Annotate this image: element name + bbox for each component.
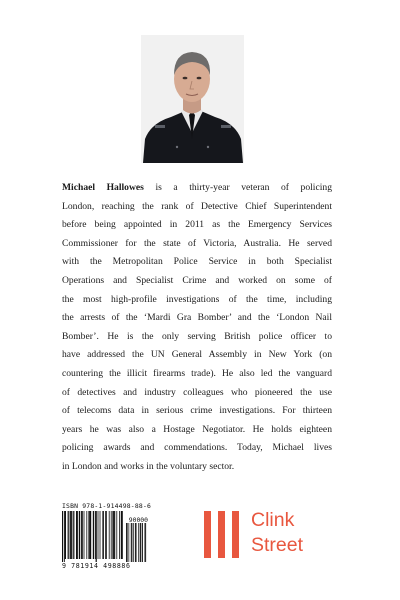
- bio-line: have addressed the UN General Assembly in New York (on: [62, 349, 332, 361]
- author-bio: [62, 179, 332, 477]
- bio-line: of telecoms data in serious crime investigations. For thirteen: [62, 405, 332, 417]
- bio-line: with the Metropolitan Police Service in both Specialist: [62, 256, 332, 268]
- bio-line: countering the illicit firearms trade). He also led the vanguard: [62, 367, 332, 379]
- author-portrait-image: [141, 35, 244, 163]
- bio-line: the arrests of the ‘Mardi Gra Bomber’ and the ‘London Nail: [62, 312, 332, 324]
- bio-line: Bomber’. He is the only serving British police officer to: [62, 330, 332, 342]
- isbn-label: ISBN 978-1-914498-88-6: [62, 502, 152, 510]
- publisher-name-line2: Street: [251, 534, 304, 556]
- bio-line: Operations and Specialist Crime and worked on some of: [62, 274, 332, 286]
- author-name: Michael Hallowes: [62, 182, 144, 193]
- bio-line: in London and works in the voluntary sector.: [62, 460, 235, 472]
- bio-line: Commissioner for the state of Victoria, Australia. He served: [62, 237, 332, 249]
- isbn-barcode: [62, 502, 152, 574]
- bio-line: Michael Hallowes is a thirty-year veteran of policing: [62, 182, 332, 193]
- publisher-logo: [204, 508, 334, 558]
- barcode-digits: 9 781914 498886: [62, 562, 131, 570]
- logo-bars-icon: [204, 511, 241, 558]
- publisher-name-line1: Clink: [251, 509, 295, 531]
- bio-line: the most high-profile investigations of the time, including: [62, 293, 332, 305]
- bio-line: before being appointed in 2011 as the Emergency Services: [62, 219, 332, 231]
- bio-line: of detectives and industry colleagues who pioneered the use: [62, 386, 332, 398]
- bio-line: London, reaching the rank of Detective Chief Superintendent: [62, 200, 332, 212]
- bio-line: years he was also a Hostage Negotiator. He holds eighteen: [62, 423, 332, 435]
- author-photo: [141, 35, 244, 163]
- barcode-addon: 90000: [128, 516, 148, 524]
- bio-line: policing awards and commendations. Today, Michael lives: [62, 442, 332, 454]
